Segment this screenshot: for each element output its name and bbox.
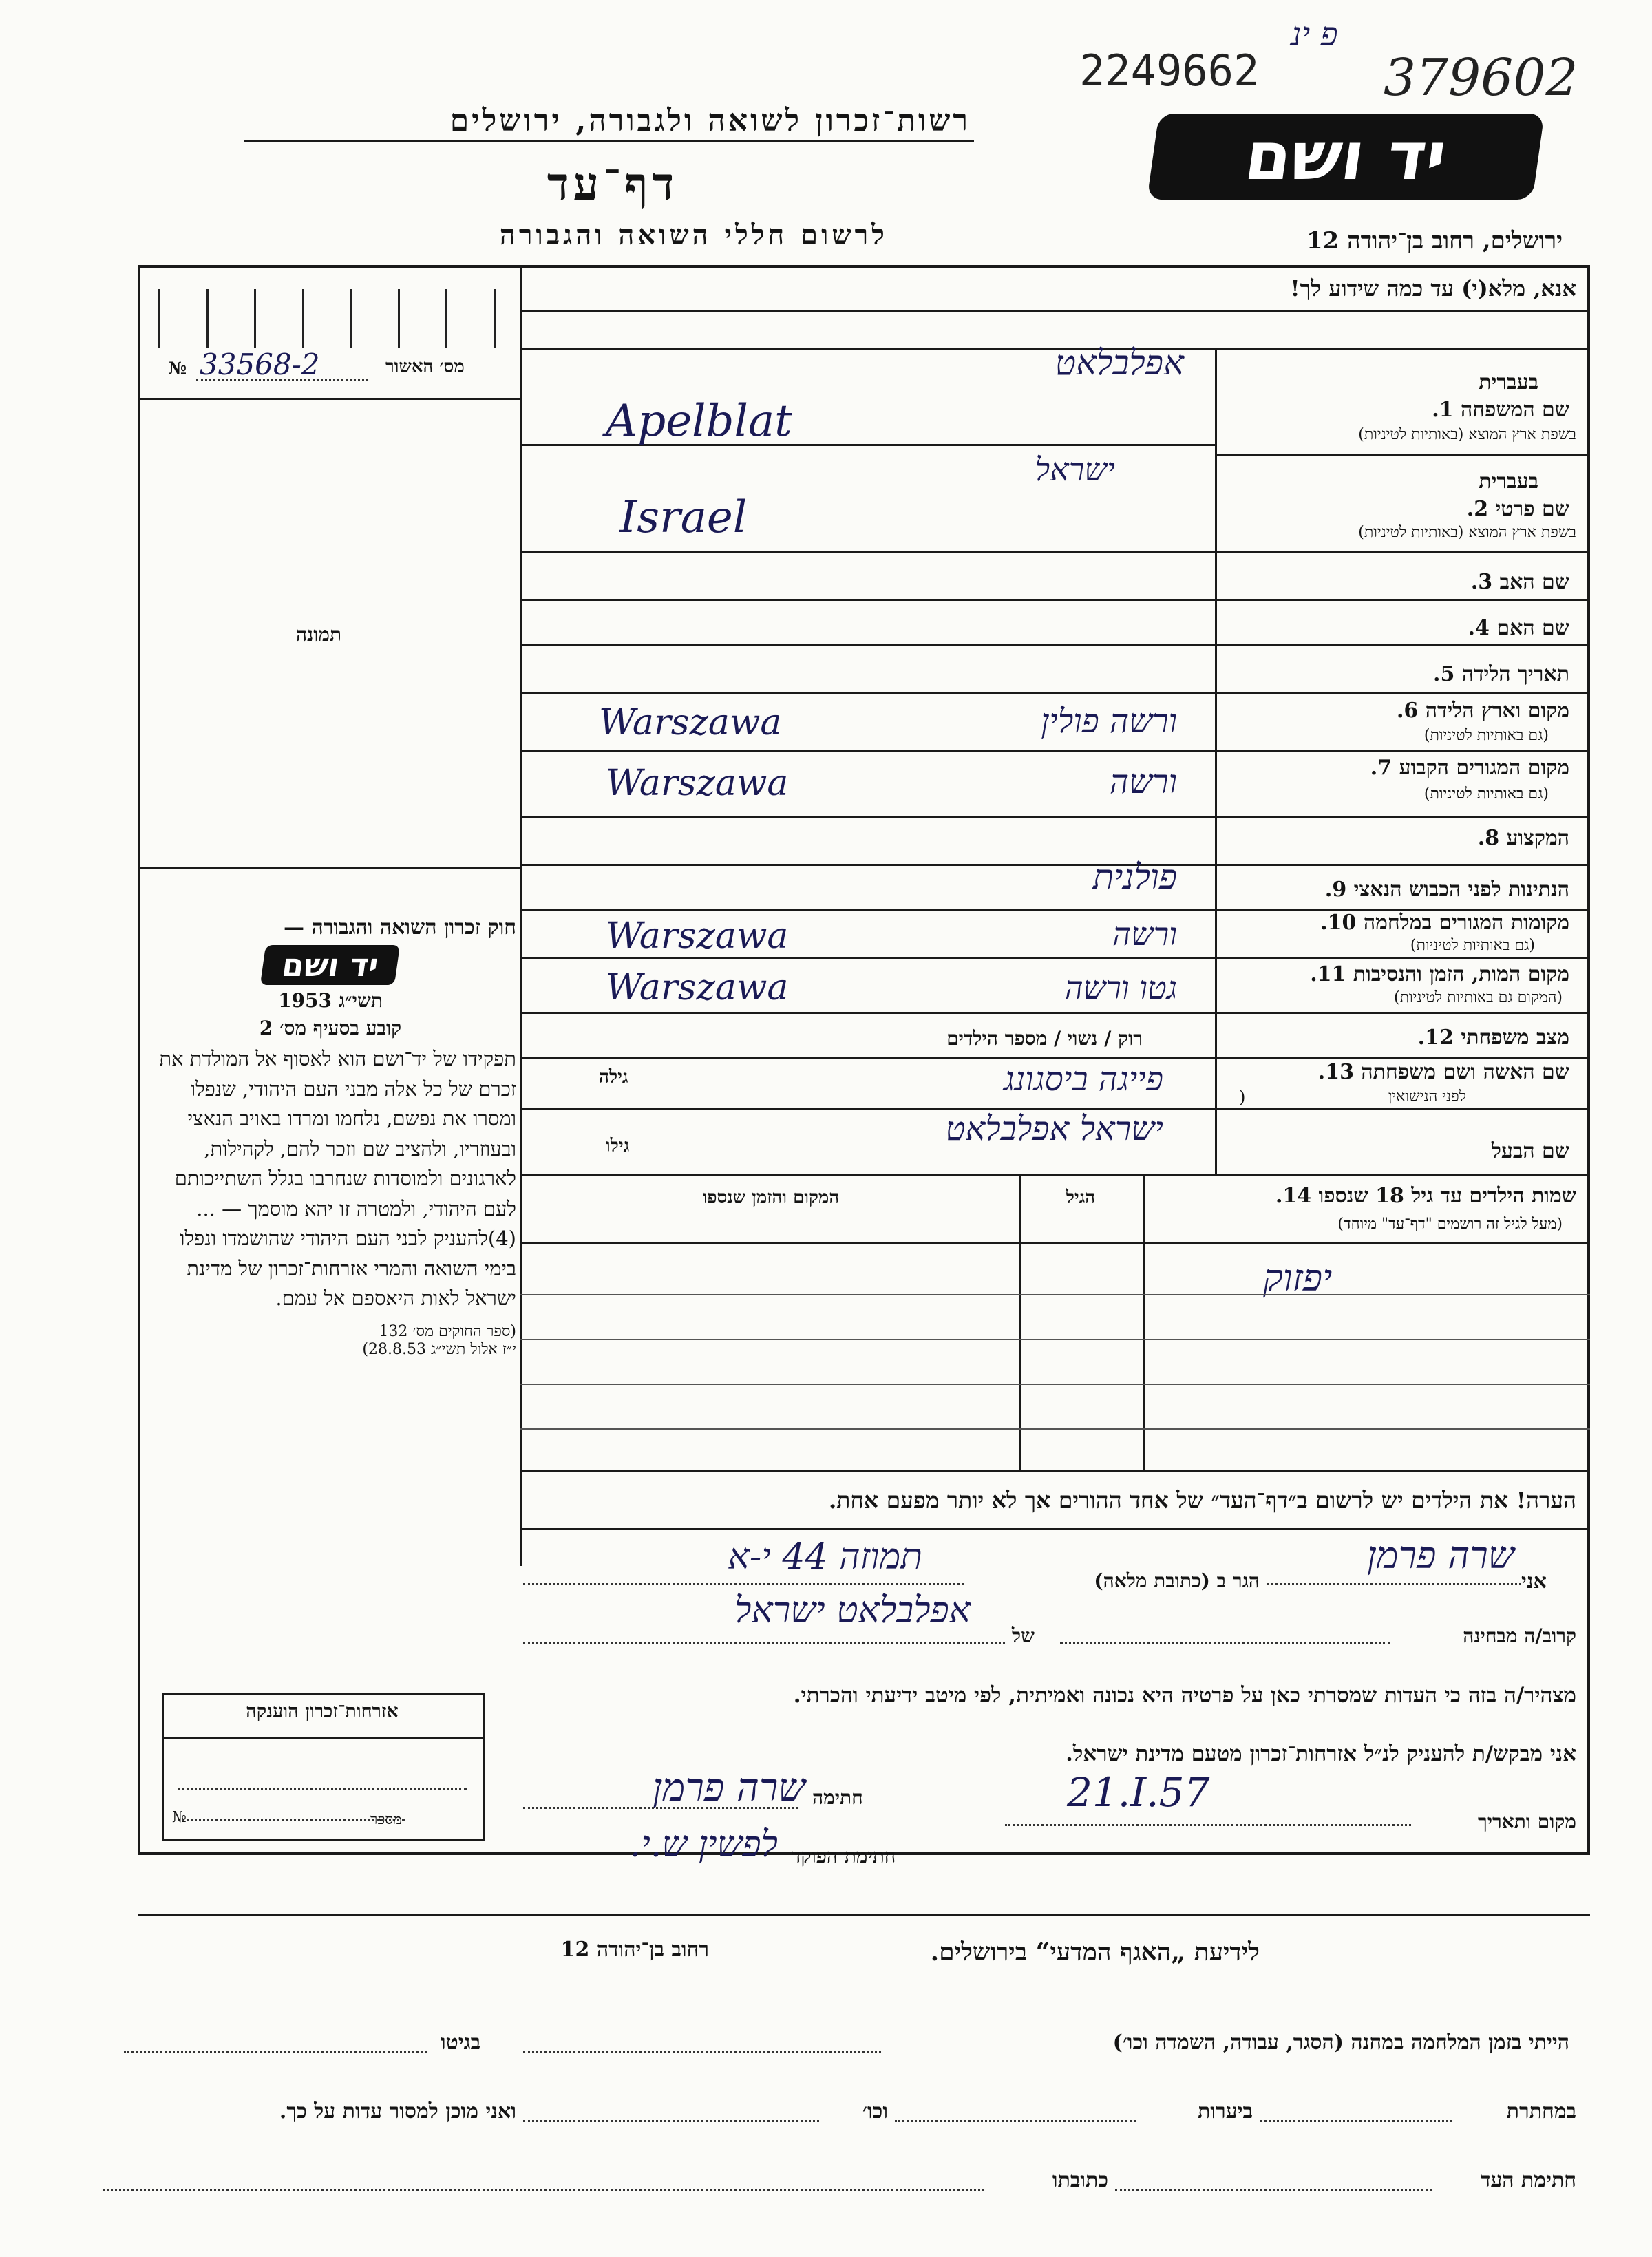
marital-status-options[interactable]: רוק / נשוי / מספר הילדים	[946, 1027, 1143, 1050]
field-10-sub: (גם באותיות לטיניות)	[1410, 937, 1535, 954]
form-title: דף־עד	[547, 157, 679, 211]
children-header-line	[520, 1242, 1590, 1244]
field-13-paren: (	[1239, 1088, 1246, 1107]
residence-hebrew[interactable]: ורשה	[1110, 763, 1177, 801]
field-3-label: שם האב 3.	[1470, 570, 1569, 594]
law-section: קובע בסעיף מס׳ 2	[259, 1017, 402, 1039]
forests-label: ביערות	[1197, 2099, 1253, 2123]
family-name-latin[interactable]: Apelblat	[606, 396, 792, 447]
field-9-label: הנתינות לפני הכבוש הנאצי 9.	[1324, 878, 1569, 902]
certificate-title: אזרחות־זכרון הוענקה	[246, 1701, 399, 1722]
camp-line-label: הייתי בזמן המלחמה במחנה (הסגר, עבודה, השמדה וכו׳)	[1112, 2031, 1569, 2055]
field-1-label: שם המשפחה 1.	[1432, 398, 1569, 422]
declaration-text: מצהיר/ה בזה כי העדות שמסרתי כאן על פרטיה היא נכונה ואמיתית, לפי מיטב ידיעתי והכרתי.	[793, 1683, 1576, 1708]
wife-name-value[interactable]: פייגה ביסגונג	[1003, 1060, 1163, 1099]
law-text-block	[145, 915, 516, 1358]
residence-latin[interactable]: Warszawa	[606, 763, 789, 804]
labels-divider	[1215, 348, 1217, 1174]
certificate-number-label: מספר	[370, 1811, 402, 1827]
declarant-name[interactable]: שרה פרמן	[1366, 1534, 1514, 1577]
husband-name-value[interactable]: ישראל אפלבלאט	[945, 1110, 1163, 1148]
birthplace-hebrew[interactable]: ורשה פולין	[1041, 702, 1177, 741]
field-1-hebrew-hint: בעברית	[1479, 370, 1538, 394]
bottom-title: לידיעת „האגף המדעי“ בירושלים.	[930, 1938, 1260, 1967]
field-7-label: מקום המגורים הקבוע 7.	[1370, 756, 1569, 780]
yad-vashem-logo: יד ושם	[1147, 114, 1545, 200]
etc-field[interactable]	[523, 2120, 819, 2122]
registration-label: מס׳ האשור	[385, 357, 465, 377]
authority-underline	[244, 140, 974, 142]
left-column-divider	[520, 265, 522, 1566]
residence-label: הגר ב (כתובת מלאה)	[1094, 1569, 1260, 1592]
registration-boxes[interactable]	[158, 289, 496, 348]
declarant-name-line	[1267, 1583, 1521, 1585]
law-title: חוק זכרון השואה והגבורה —	[284, 915, 516, 940]
field-8-label: המקצוע 8.	[1477, 826, 1569, 850]
wartime-residence-hebrew[interactable]: ורשה	[1112, 915, 1177, 953]
of-label: של	[1012, 1624, 1035, 1647]
law-logo: יד ושם	[260, 945, 400, 985]
children-name-col-divider	[1143, 1174, 1145, 1470]
registration-number[interactable]: 33568-2	[200, 348, 320, 381]
forests-field[interactable]	[895, 2120, 1136, 2122]
photo-area-bottom-line	[138, 867, 520, 869]
declarant-address[interactable]: תמוזה 44 י-א	[728, 1536, 922, 1578]
ghetto-field[interactable]	[124, 2051, 427, 2053]
husband-age-label: גילו	[606, 1136, 630, 1156]
relative-of-line	[523, 1642, 1005, 1644]
registration-number-line	[196, 379, 368, 381]
witness-address-field[interactable]	[103, 2189, 984, 2191]
death-place-hebrew[interactable]: גטו ורשה	[1064, 969, 1177, 1006]
field-6-label: מקום וארץ הלידה 6.	[1396, 699, 1569, 723]
children-place-header: המקום והזמן שנספו	[702, 1187, 840, 1208]
law-logo-wrap	[145, 945, 516, 985]
signature-line	[523, 1807, 798, 1809]
children-sub: (מעל לגיל זה רושמים "דף־עד" מיוחד)	[1337, 1216, 1563, 1233]
bottom-section-line	[138, 1914, 1590, 1916]
form-subtitle: לרשום חללי השואה והגבורה	[499, 219, 888, 251]
witness-signature-field[interactable]	[1115, 2189, 1432, 2191]
signature-label: חתימה	[812, 1786, 863, 1809]
certificate-no-symbol: №	[172, 1809, 187, 1826]
field-5-label: תאריך הלידה 5.	[1433, 662, 1569, 686]
underground-label: במחתרת	[1506, 2099, 1576, 2123]
children-age-header: הגיל	[1066, 1187, 1096, 1208]
note-text: הערה! את הילדים יש לרשום ב״דף־העד״ של אחד ההורים אך לא יותר מפעם אחת.	[828, 1487, 1576, 1514]
testimony-ready-text: ואני מוכן למסור עדות על כך.	[279, 2099, 516, 2123]
death-place-latin[interactable]: Warszawa	[606, 967, 789, 1008]
official-signature[interactable]: לפשין ש.י.	[629, 1824, 778, 1865]
photo-area-top-line	[138, 398, 520, 400]
relation-line[interactable]	[1060, 1642, 1390, 1644]
first-name-latin[interactable]: Israel	[620, 492, 748, 543]
large-handwritten-number: 379602	[1384, 48, 1578, 107]
children-age-col-divider	[1019, 1174, 1021, 1470]
declarant-address-line	[523, 1583, 964, 1585]
law-citation: (ספר החוקים מס׳ 132	[379, 1322, 516, 1340]
relative-label: קרוב/ה מבחינה	[1463, 1624, 1576, 1647]
field-2-hebrew-hint: בעברית	[1479, 469, 1538, 494]
field-13-label: שם האשה ושם משפחתה 13.	[1317, 1060, 1569, 1084]
declaration-date[interactable]: 21.I.57	[1067, 1769, 1210, 1816]
field-10-label: מקומות המגורים במלחמה 10.	[1320, 911, 1569, 935]
law-year: תשי״ג 1953	[278, 989, 383, 1012]
intro-bottom-line	[520, 310, 1590, 312]
pe-mark: פ ינ	[1291, 15, 1338, 54]
field-11-label: מקום המות, הזמן והנסיבות 11.	[1310, 962, 1569, 986]
wartime-residence-latin[interactable]: Warszawa	[606, 915, 789, 957]
husband-label: שם הבעל	[1491, 1139, 1569, 1163]
photo-label: תמונה	[296, 623, 342, 646]
witness-address-label: כתובתו	[1052, 2168, 1108, 2192]
children-label: שמות הילדים עד גיל 18 שנספו 14.	[1275, 1184, 1576, 1208]
authority-name: רשות־זכרון לשואה ולגבורה, ירושלים	[449, 103, 971, 138]
place-date-label: מקום ותאריך	[1477, 1810, 1576, 1833]
wife-age-label: גילה	[599, 1067, 628, 1088]
child-entry[interactable]: יפזוק	[1263, 1256, 1333, 1300]
children-bottom-line	[520, 1470, 1590, 1472]
family-name-hebrew[interactable]: אפלבלאט	[1055, 343, 1184, 383]
intro-text: אנא, מלא(י) עד כמה שידוע לך!	[1290, 275, 1576, 301]
request-text: אני מבקש/ת להעניק לנ״ל אזרחות־זכרון מטעם מדינת ישראל.	[1066, 1741, 1576, 1766]
relative-of-value[interactable]: אפלבלאט ישראל	[734, 1590, 971, 1631]
institution-address: ירושלים, רחוב בן־יהודה 12	[1306, 227, 1563, 255]
law-body: תפקידו של יד־ושם הוא לאסוף אל המולדת את זכרם של כל אלה מבני העם היהודי, שנפלו ומסרו את נפשם, נלחמו ומרדו באויב הנאצי ובעוזריו, ולהציב שם וזכר להם, לקהילות, לארגונים ולמוסדות שנחרבו בגלל השתייכותם לעם היהודי, ולמטרה זו יהא מוסמך — ...(4)להעניק לבני העם היהודי שהושמדו ונפלו בימי השואה והמרי אזרחות־זכרון של מדינת ישראל לאות היאספם אל עמם.	[159, 1047, 516, 1310]
nationality-value[interactable]: פולנית	[1092, 857, 1177, 897]
first-name-hebrew[interactable]: ישראל	[1035, 451, 1115, 488]
note-bottom-line	[520, 1528, 1590, 1530]
field-7-sub: (גם באותיות לטיניות)	[1423, 785, 1549, 803]
field-12-label: מצב משפחתי 12.	[1417, 1026, 1569, 1050]
registration-no-symbol: №	[169, 358, 187, 378]
camp-line-field[interactable]	[523, 2051, 881, 2053]
bottom-address: רחוב בן־יהודה 12	[560, 1938, 709, 1962]
underground-field[interactable]	[1260, 2120, 1452, 2122]
witness-signature-label: חתימת העד	[1480, 2168, 1576, 2192]
memorial-citizenship-box	[162, 1693, 485, 1841]
field-11-sub: (המקום גם באותיות לטיניות)	[1394, 989, 1563, 1006]
law-citation-date: י״ז אלול תשי״ג 28.8.53)	[362, 1340, 516, 1358]
etc-label: וכו׳	[862, 2099, 888, 2123]
official-signature-label: חתימת הפוקד	[792, 1845, 896, 1867]
ghetto-label: בגיטו	[441, 2031, 481, 2055]
field-13-sub: לפני הנישואין	[1388, 1088, 1466, 1105]
field-1-sub: בשפת ארץ המוצא (באותיות לטיניות)	[1358, 426, 1576, 443]
birthplace-latin[interactable]: Warszawa	[599, 702, 782, 743]
declarant-signature[interactable]: שרה פרמן	[652, 1766, 805, 1810]
field-2-label: שם פרטי 2.	[1466, 497, 1569, 521]
declarant-ani: אני	[1521, 1569, 1547, 1593]
field-4-label: שם האם 4.	[1468, 616, 1569, 640]
field-6-sub: (גם באותיות לטיניות)	[1423, 727, 1549, 744]
place-date-line	[1005, 1824, 1411, 1826]
stamp-number: 2249662	[1079, 45, 1260, 96]
field-2-sub: בשפת ארץ המוצא (באותיות לטיניות)	[1358, 524, 1576, 541]
